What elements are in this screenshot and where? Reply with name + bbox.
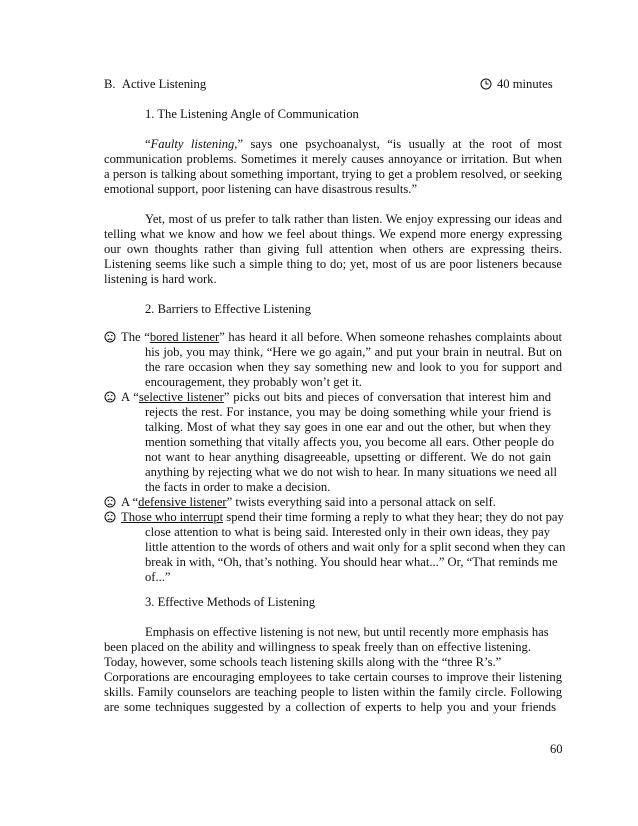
p3-line-6: are some techniques suggested by a collection of experts to help you and your friends — [104, 700, 556, 714]
bullet-2-line-4: mention something that vitally affects you, you become all ears. Other people do — [145, 435, 554, 449]
page-number: 60 — [550, 742, 563, 756]
p1-line-1: “Faulty listening,” says one psychoanalyst, “is usually at the root of most — [145, 137, 562, 151]
frown-face-icon — [104, 511, 116, 523]
bullet-4-line-1: Those who interrupt spend their time forming a reply to what they hear; they do not pay — [104, 510, 558, 525]
faulty-listening-emphasis: Faulty listening, — [150, 137, 238, 151]
frown-face-icon — [104, 391, 116, 403]
bullet-2-line-3: talking. Most of what they say goes in one ear and out the other, but when they — [145, 420, 551, 434]
bullet-2-line-2: rejects the rest. For instance, you may be doing something while your friend is — [145, 405, 551, 419]
subheading-3: 3. Effective Methods of Listening — [145, 595, 316, 609]
bullet-3-line-1: A “defensive listener” twists everything said into a personal attack on self. — [104, 495, 562, 510]
p3-line-4: Corporations are encouraging employees to take certain courses to improve their listening — [104, 670, 562, 684]
clock-icon — [480, 78, 492, 90]
p1-line-4: emotional support, poor listening can have disastrous results.” — [104, 182, 418, 196]
bullet-2-line-5: not want to hear anything disagreeable, upsetting or different. We do not gain — [145, 450, 551, 464]
those-who-interrupt-term: Those who interrupt — [121, 510, 224, 524]
p3-line-2: been placed on the ability and willingness to speak freely than on effective listening. — [104, 640, 531, 654]
defensive-listener-term: defensive listener — [138, 495, 227, 509]
bullet-4-line-2: close attention to what is being said. Interested only in their own ideas, they pay — [145, 525, 550, 539]
bored-listener-term: bored listener — [149, 330, 220, 344]
p1-line-2: communication problems. Sometimes it merely causes annoyance or irritation. But when — [104, 152, 562, 166]
p2-line-5: listening is hard work. — [104, 272, 217, 286]
selective-listener-term: selective listener — [138, 390, 224, 404]
subheading-2: 2. Barriers to Effective Listening — [145, 302, 311, 316]
bullet-1-line-4: encouragement, they probably won’t get it. — [145, 375, 362, 389]
p3-line-3: Today, however, some schools teach listening skills along with the “three R’s.” — [104, 655, 502, 669]
p3-line-5: skills. Family counselors are teaching people to listen within the family circle. Following — [104, 685, 562, 699]
bullet-2-line-6: anything by rejecting what we do not wish to hear. In many situations we need all — [145, 465, 557, 479]
p1-line-3: a person is talking about something important, trying to get a problem resolved, or seeking — [104, 167, 562, 181]
bullet-2-line-7: the facts in order to make a decision. — [145, 480, 331, 494]
frown-face-icon — [104, 331, 116, 343]
p2-line-4: Listening seems like such a simple thing to do; yet, most of us are poor listeners because — [104, 257, 562, 271]
p2-line-3: our own thoughts rather than giving full attention when others are expressing theirs. — [104, 242, 562, 256]
bullet-4-line-5: of...” — [145, 570, 171, 584]
bullet-1-line-1: The “bored listener” has heard it all before. When someone rehashes complaints about — [104, 330, 562, 345]
p2-line-2: telling what we know and how we feel about things. We expend more energy expressing — [104, 227, 562, 241]
subheading-1: 1. The Listening Angle of Communication — [145, 107, 359, 121]
p2-line-1: Yet, most of us prefer to talk rather than listen. We enjoy expressing our ideas and — [145, 212, 562, 226]
section-label: B. — [104, 77, 116, 91]
bullet-1-line-3: the rare occasion when they say something new and look to you for support and — [145, 360, 562, 374]
bullet-2-line-1: A “selective listener” picks out bits and pieces of conversation that interest him and — [104, 390, 551, 405]
section-title: Active Listening — [121, 77, 207, 91]
bullet-1-line-2: his job, you may think, “Here we go again,” and put your brain in neutral. But on — [145, 345, 562, 359]
section-time: 40 minutes — [497, 77, 553, 91]
bullet-4-line-3: little attention to the words of others and wait only for a split second when they can — [145, 540, 566, 554]
section-heading — [104, 77, 562, 92]
p3-line-1: Emphasis on effective listening is not new, but until recently more emphasis has — [145, 625, 549, 639]
bullet-4-line-4: break in with, “Oh, that’s nothing. You should hear what...” Or, “That reminds me — [145, 555, 558, 569]
frown-face-icon — [104, 496, 116, 508]
